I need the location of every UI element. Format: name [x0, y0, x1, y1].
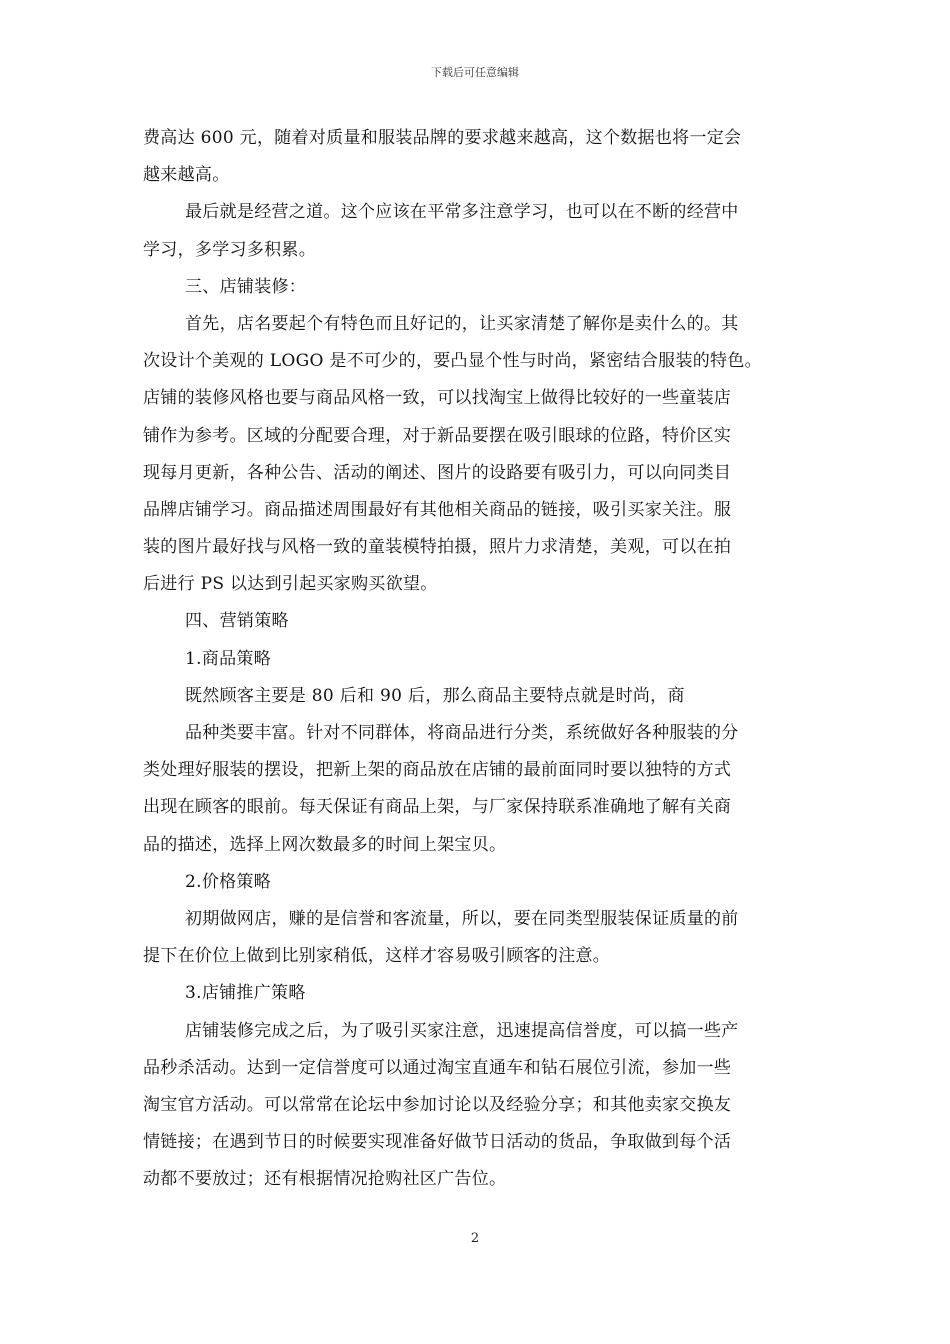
text-line: 提下在价位上做到比别家稍低，这样才容易吸引顾客的注意。	[143, 946, 611, 967]
text-line: 品种类要丰富。针对不同群体，将商品进行分类，系统做好各种服装的分	[185, 723, 739, 743]
subsection-heading: 1.商品策略	[185, 648, 272, 669]
text-line: 越来越高。	[143, 165, 230, 186]
text-line: 品的描述，选择上网次数最多的时间上架宝贝。	[143, 834, 507, 855]
document-body	[143, 120, 807, 1198]
text-line: 后进行 PS 以达到引起买家购买欲望。	[143, 574, 438, 595]
text-line: 出现在顾客的眼前。每天保证有商品上架，与厂家保持联系准确地了解有关商	[143, 797, 732, 818]
text-line: 铺作为参考。区域的分配要合理，对于新品要摆在吸引眼球的位路，特价区实	[143, 425, 732, 446]
text-line: 学习，多学习多积累。	[143, 239, 316, 260]
text-line: 次设计个美观的 LOGO 是不可少的，要凸显个性与时尚，紧密结合服装的特色。	[143, 351, 762, 372]
text-block	[143, 120, 807, 1198]
text-line: 首先，店名要起个有特色而且好记的，让买家清楚了解你是卖什么的。其	[185, 313, 739, 334]
page-number: 2	[470, 1231, 480, 1246]
text-line: 既然顾客主要是 80 后和 90 后，那么商品主要特点就是时尚，商	[185, 685, 685, 706]
text-line: 品秒杀活动。达到一定信誉度可以通过淘宝直通车和钻石展位引流，参加一些	[143, 1057, 732, 1078]
text-line: 情链接；在遇到节日的时候要实现准备好做节日活动的货品，争取做到每个活	[143, 1132, 732, 1153]
text-line: 初期做网店，赚的是信誉和客流量，所以，要在同类型服装保证质量的前	[185, 908, 739, 929]
subsection-heading: 3.店铺推广策略	[185, 983, 306, 1004]
text-line: 店铺的装修风格也要与商品风格一致，可以找淘宝上做得比较好的一些童装店	[143, 388, 732, 409]
section-heading: 三、店铺装修：	[185, 276, 307, 297]
text-line: 品牌店铺学习。商品描述周围最好有其他相关商品的链接，吸引买家关注。服	[143, 499, 732, 520]
section-heading: 四、营销策略	[185, 611, 289, 632]
text-line: 现每月更新，各种公告、活动的阐述、图片的设路要有吸引力，可以向同类目	[143, 462, 732, 483]
text-line: 淘宝官方活动。可以常常在论坛中参加讨论以及经验分享；和其他卖家交换友	[143, 1094, 732, 1115]
page-header: 下载后可任意编辑	[431, 66, 519, 79]
text-line: 动都不要放过；还有根据情况抢购社区广告位。	[143, 1169, 507, 1190]
text-line: 装的图片最好找与风格一致的童装模特拍摄，照片力求清楚，美观，可以在拍	[143, 537, 732, 558]
text-line: 类处理好服装的摆设，把新上架的商品放在店铺的最前面同时要以独特的方式	[143, 760, 732, 781]
subsection-heading: 2.价格策略	[185, 871, 272, 892]
text-line: 费高达 600 元，随着对质量和服装品牌的要求越来越高，这个数据也将一定会	[143, 128, 742, 148]
text-line: 店铺装修完成之后，为了吸引买家注意，迅速提高信誉度，可以搞一些产	[185, 1020, 739, 1041]
text-line: 最后就是经营之道。这个应该在平常多注意学习，也可以在不断的经营中	[185, 202, 739, 223]
